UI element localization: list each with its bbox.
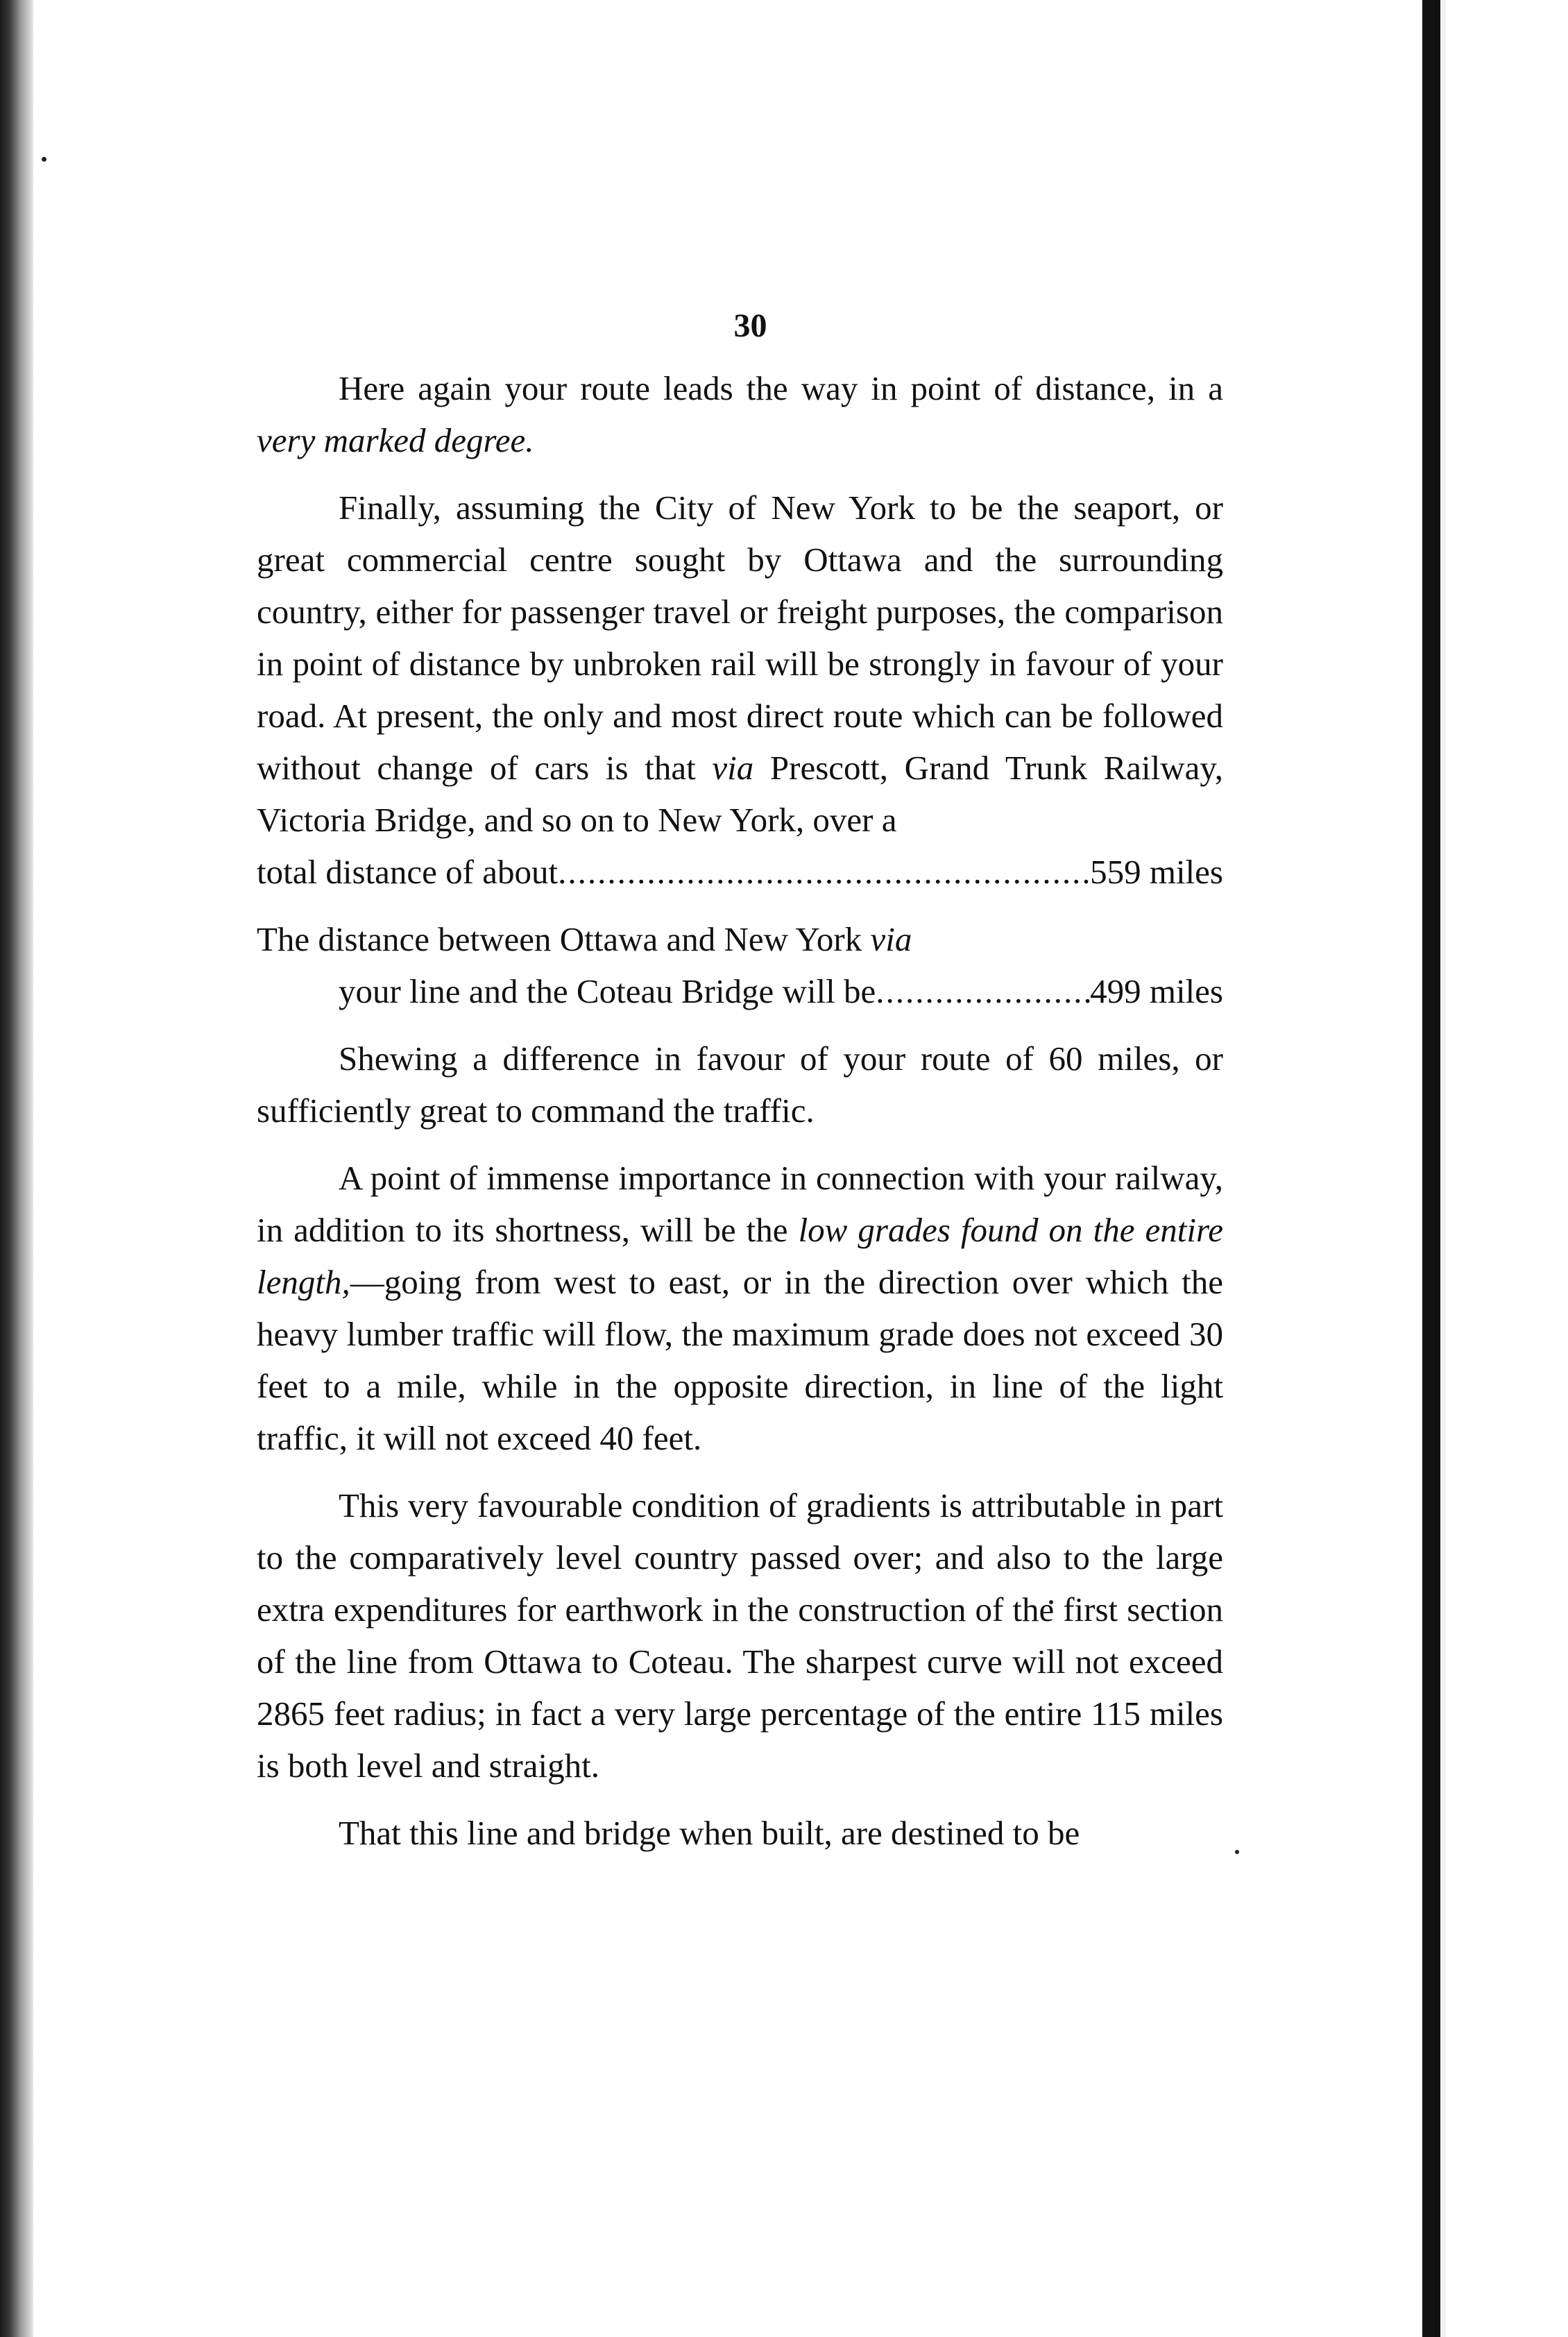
paragraph-3-text: The distance between Ottawa and New York [257, 920, 871, 958]
paragraph-2-text-continued: Prescott, Grand Trunk Railway, Victoria Bridge, and so on to New York, over a [257, 749, 1223, 839]
body-text [257, 305, 1223, 1859]
paragraph-1-italic: very marked degree. [257, 421, 534, 459]
paragraph-7-text: That this line and bridge when built, are destined to be [339, 1814, 1080, 1852]
page-edge-dark-bar [1422, 0, 1440, 2337]
leader-value: 559 miles [1090, 853, 1223, 891]
leader-label: your line and the Coteau Bridge will be [339, 972, 876, 1010]
paragraph-5-text-continued: —going from west to east, or in the direction over which the heavy lumber traffic will flow, the maximum grade does not exceed 30 feet to a mile, while in the opposite direction, in line of the light traffic, it will not exceed 40 feet. [257, 1263, 1223, 1457]
paragraph-4 [257, 1032, 1223, 1137]
paragraph-7 [257, 1807, 1223, 1859]
next-page-edge [1446, 0, 1568, 2337]
leader-dots [558, 846, 1090, 898]
paragraph-2-italic: via [712, 749, 754, 787]
paragraph-1 [257, 362, 1223, 466]
leader-dots [876, 965, 1090, 1017]
paragraph-5 [257, 1152, 1223, 1464]
paragraph-5-text: A point of immense importance in connection with your railway, in addition to its shortness, will be the [257, 1159, 1223, 1249]
paragraph-2 [257, 482, 1223, 846]
book-binding-shadow [0, 0, 33, 2337]
leader-value: 499 miles [1090, 972, 1223, 1010]
paragraph-6-text: This very favourable condition of gradients is attributable in part to the comparatively level country passed over; and also to the large extra expenditures for earthwork in the construction of the first section of the line from Ottawa to Coteau. The sharpest curve will not exceed 2865 feet radius; in fact a very large percentage of the entire 115 miles is both level and straight. [257, 1486, 1223, 1785]
distance-line-559 [257, 846, 1223, 898]
scan-speck [42, 157, 46, 162]
page-edge-gap [1440, 0, 1446, 2337]
paragraph-1-text: Here again your route leads the way in point of distance, in a [339, 369, 1223, 407]
paragraph-5-italic: low grades found on the entire length, [257, 1211, 1223, 1301]
paragraph-4-text: Shewing a difference in favour of your route of 60 miles, or sufficiently great to command the traffic. [257, 1039, 1223, 1130]
paragraph-6 [257, 1479, 1223, 1792]
paragraph-2-text: Finally, assuming the City of New York to be the seaport, or great commercial centre sought by Ottawa and the surrounding country, either for passenger travel or freight purposes, the comparison in point of distance by unbroken rail will be strongly in favour of your road. At present, the only and most direct route which can be followed without change of cars is that [257, 488, 1223, 787]
leader-label: total distance of about [257, 853, 559, 891]
paragraph-3 [257, 913, 1223, 965]
distance-line-499 [257, 965, 1223, 1017]
page-number: 30 [733, 307, 767, 344]
paragraph-3-italic: via [870, 920, 912, 958]
scan-speck [1235, 1850, 1239, 1854]
